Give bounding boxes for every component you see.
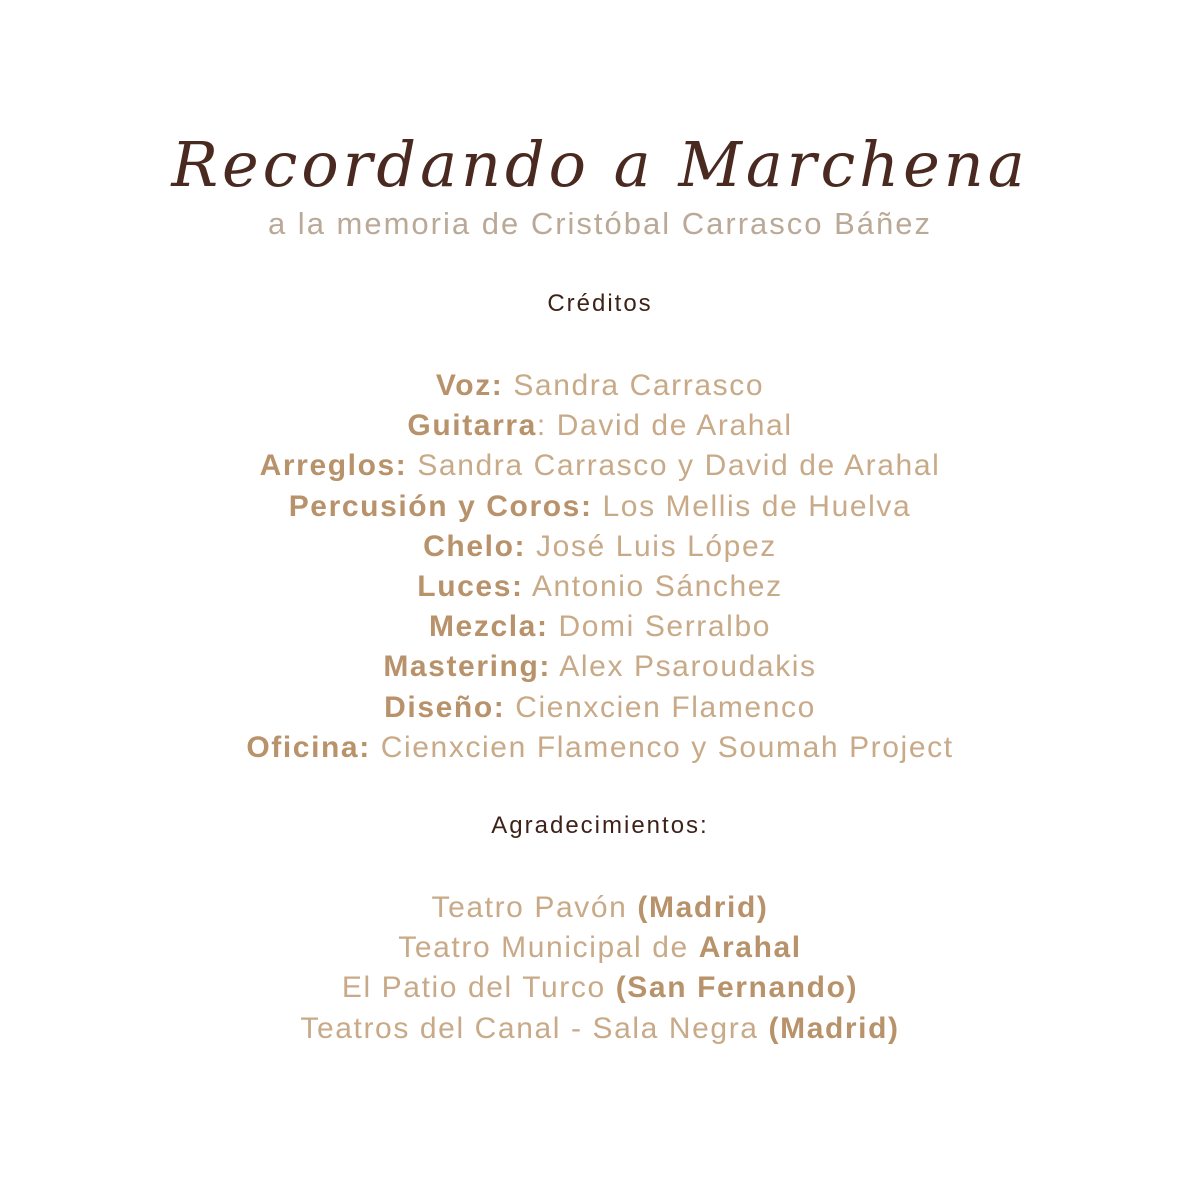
credit-name: Domi Serralbo	[548, 610, 772, 644]
credits-heading: Créditos	[547, 290, 653, 317]
credit-row	[0, 688, 1200, 728]
thanks-place: (Madrid)	[768, 1011, 900, 1045]
credit-row	[0, 527, 1200, 567]
credit-name: Antonio Sánchez	[523, 569, 783, 603]
thanks-place: (Madrid)	[637, 891, 769, 924]
credit-row	[0, 406, 1200, 446]
credit-name: Sandra Carrasco	[503, 369, 765, 402]
credit-row	[0, 366, 1200, 406]
credits-list	[0, 366, 1200, 768]
credit-role: Percusión y Coros:	[288, 489, 593, 523]
credit-name: Cienxcien Flamenco	[505, 690, 816, 724]
thanks-venue: Teatros del Canal - Sala Negra	[300, 1011, 769, 1045]
page-title: Recordando a Marchena	[171, 128, 1029, 201]
thanks-row	[0, 1009, 1200, 1049]
thanks-venue: Teatro Pavón	[431, 891, 638, 924]
credit-row	[0, 446, 1200, 486]
credit-row	[0, 487, 1200, 527]
thanks-list	[0, 888, 1200, 1049]
thanks-place: Arahal	[698, 931, 802, 965]
thanks-row	[0, 888, 1200, 928]
thanks-venue: El Patio del Turco	[341, 971, 616, 1005]
credit-name: Cienxcien Flamenco y Soumah Project	[370, 730, 954, 764]
credit-name: Alex Psaroudakis	[551, 650, 817, 684]
credit-role: Luces:	[417, 569, 524, 603]
credit-row	[0, 728, 1200, 768]
credit-row	[0, 567, 1200, 607]
thanks-place: (San Fernando)	[615, 971, 859, 1005]
credit-role: Oficina:	[246, 730, 371, 764]
credit-name: Los Mellis de Huelva	[592, 489, 912, 523]
credit-role: Mastering:	[383, 650, 551, 684]
credit-role: Guitarra	[407, 409, 537, 443]
credit-role: Chelo:	[423, 529, 527, 563]
page-subtitle: a la memoria de Cristóbal Carrasco Báñez	[267, 206, 933, 241]
credit-role: Mezcla:	[428, 610, 549, 644]
thanks-row	[0, 968, 1200, 1008]
credit-name: : David de Arahal	[536, 409, 793, 443]
thanks-row	[0, 928, 1200, 968]
credit-role: Arreglos:	[259, 449, 408, 483]
thanks-heading: Agradecimientos:	[491, 812, 709, 839]
thanks-venue: Teatro Municipal de	[398, 931, 699, 965]
credit-name: Sandra Carrasco y David de Arahal	[407, 449, 941, 483]
credit-role: Voz:	[435, 369, 504, 402]
credit-row	[0, 647, 1200, 687]
credit-row	[0, 607, 1200, 647]
credit-name: José Luis López	[526, 529, 777, 563]
credit-role: Diseño:	[384, 690, 506, 724]
